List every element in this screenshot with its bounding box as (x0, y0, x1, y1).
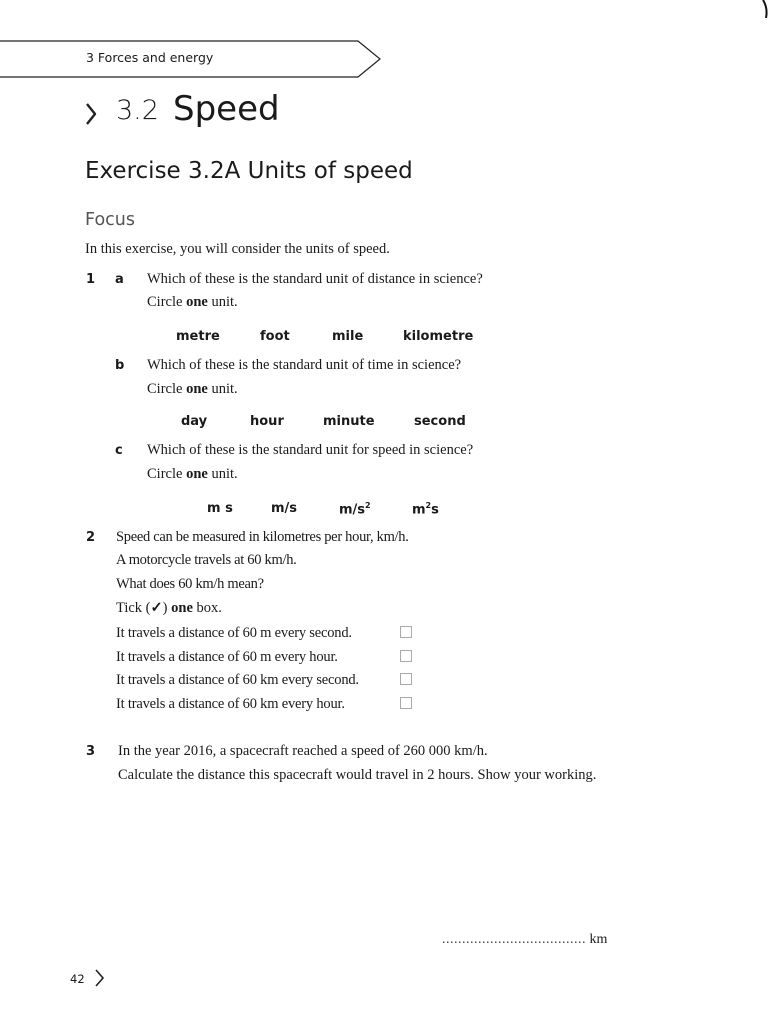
option-second[interactable]: second (414, 414, 466, 429)
question-1b-letter: b (115, 358, 125, 373)
question-1-number: 1 (86, 272, 96, 287)
option-m-space-s[interactable]: m s (207, 501, 233, 516)
checkbox-choice-4[interactable] (400, 697, 412, 709)
question-1b-text: Which of these is the standard unit of time in science? (147, 357, 462, 373)
answer-unit: km (586, 932, 608, 947)
option-m-per-s[interactable]: m/s (271, 501, 298, 516)
question-3-line-1: In the year 2016, a spacecraft reached a speed of 260 000 km/h. (118, 743, 488, 759)
checkbox-choice-1[interactable] (400, 626, 412, 638)
section-number: 3.2 (116, 95, 159, 126)
option-m-squared-s[interactable]: $m^2s$ (412, 501, 439, 518)
tick-icon: ✓ (150, 600, 163, 616)
answer-dots: .................................... (442, 932, 586, 947)
question-1b-instruction: Circle one unit. (147, 381, 238, 397)
option-day[interactable]: day (181, 414, 208, 429)
question-1a-text: Which of these is the standard unit of distance in science? (147, 271, 483, 287)
question-1c-instruction: Circle one unit. (147, 466, 238, 482)
option-m-per-s-squared[interactable]: $m/s^2$ (339, 501, 371, 518)
option-minute[interactable]: minute (323, 414, 375, 429)
option-kilometre[interactable]: kilometre (403, 329, 474, 344)
question-2-choice-4: It travels a distance of 60 km every hour. (116, 696, 345, 712)
question-2-line-2: A motorcycle travels at 60 km/h. (116, 552, 297, 568)
question-1c-text: Which of these is the standard unit for speed in science? (147, 442, 474, 458)
question-1a-instruction: Circle one unit. (147, 294, 238, 310)
focus-label: Focus (85, 210, 135, 230)
option-mile[interactable]: mile (332, 329, 364, 344)
question-2-instruction: Tick (✓) one box. (116, 600, 222, 616)
checkbox-choice-2[interactable] (400, 650, 412, 662)
exercise-intro: In this exercise, you will consider the units of speed. (85, 241, 390, 257)
section-chevron-icon (84, 101, 98, 127)
chapter-label: 3 Forces and energy (86, 50, 214, 65)
answer-line[interactable] (442, 932, 607, 948)
question-1a-letter: a (115, 272, 124, 287)
page-number: 42 (70, 972, 85, 986)
corner-mark (762, 0, 768, 18)
question-1c-letter: c (115, 443, 123, 458)
option-metre[interactable]: metre (176, 329, 220, 344)
next-page-chevron-icon (94, 968, 106, 988)
question-3-line-2: Calculate the distance this spacecraft would travel in 2 hours. Show your working. (118, 767, 597, 783)
option-hour[interactable]: hour (250, 414, 284, 429)
option-foot[interactable]: foot (260, 329, 290, 344)
question-2-line-3: What does 60 km/h mean? (116, 576, 264, 592)
question-2-choice-1: It travels a distance of 60 m every second. (116, 625, 352, 641)
checkbox-choice-3[interactable] (400, 673, 412, 685)
question-2-number: 2 (86, 530, 96, 545)
question-3-number: 3 (86, 744, 96, 759)
question-2-choice-2: It travels a distance of 60 m every hour. (116, 649, 338, 665)
question-2-choice-3: It travels a distance of 60 km every second. (116, 672, 359, 688)
question-2-line-1: Speed can be measured in kilometres per hour, km/h. (116, 529, 409, 545)
exercise-title: Exercise 3.2A Units of speed (85, 158, 413, 184)
section-title: Speed (173, 89, 280, 129)
